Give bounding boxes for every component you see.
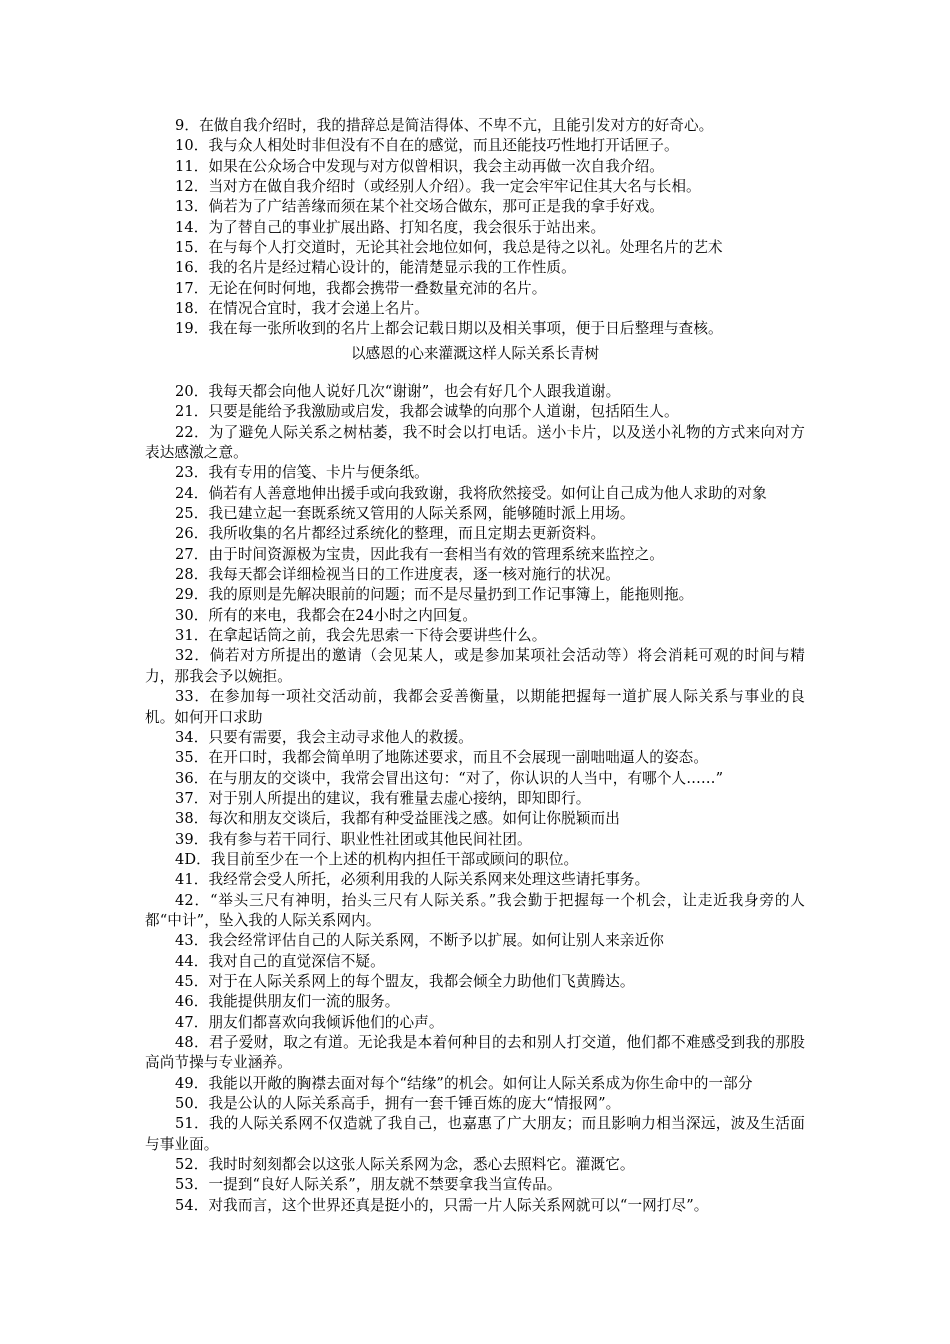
list-item: 44．我对自己的直觉深信不疑。 <box>175 952 385 970</box>
list-item: 21．只要是能给予我激励或启发，我都会诚挚的向那个人道谢，包括陌生人。 <box>175 403 679 421</box>
list-item: 17．无论在何时何地，我都会携带一叠数量充沛的名片。 <box>175 279 547 297</box>
list-item: 41．我经常会受人所托，必须利用我的人际关系网来处理这些请托事务。 <box>175 871 650 889</box>
section-heading: 以感恩的心来灌溉这样人际关系长青树 <box>350 345 600 362</box>
list-item: 52．我时时刻刻都会以这张人际关系网为念，悉心去照料它。灌溉它。 <box>175 1156 635 1174</box>
list-item: 45．对于在人际关系网上的每个盟友，我都会倾全力助他们飞黄腾达。 <box>175 972 635 990</box>
list-item: 18．在情况合宜时，我才会递上名片。 <box>175 300 429 318</box>
list-item: 49．我能以开敞的胸襟去面对每个“结缘”的机会。如何让人际关系成为你生命中的一部分 <box>175 1074 753 1092</box>
list-item: 31．在拿起话筒之前，我会先思索一下待会要讲些什么。 <box>175 627 547 645</box>
list-item: 19．我在每一张所收到的名片上都会记载日期以及相关事项，便于日后整理与查核。 <box>175 320 723 338</box>
list-item: 23．我有专用的信笺、卡片与便条纸。 <box>175 464 429 482</box>
questionnaire-section-2 <box>145 382 805 1216</box>
list-item: 4D．我目前至少在一个上述的机构内担任干部或顾问的职位。 <box>175 850 579 868</box>
list-item: 26．我所收集的名片都经过系统化的整理，而且定期去更新资料。 <box>175 525 606 543</box>
list-item: 10．我与众人相处时非但没有不自在的感觉，而且还能技巧性地打开话匣子。 <box>175 137 679 155</box>
questionnaire-section-1 <box>145 116 805 340</box>
list-item: 36．在与朋友的交谈中，我常会冒出这句：“对了，你认识的人当中，有哪个人……” <box>175 769 724 787</box>
list-item: 32．倘若对方所提出的邀请（会见某人，或是参加某项社会活动等）将会消耗可观的时间与精力，那我会予以婉拒。 <box>145 647 805 685</box>
list-item: 29．我的原则是先解决眼前的问题；而不是尽量扔到工作记事簿上，能拖则拖。 <box>175 586 694 604</box>
list-item: 9．在做自我介绍时，我的措辞总是简洁得体、不卑不亢，且能引发对方的好奇心。 <box>175 117 714 134</box>
list-item: 47．朋友们都喜欢向我倾诉他们的心声。 <box>175 1013 444 1031</box>
list-item: 35．在开口时，我都会简单明了地陈述要求，而且不会展现一副咄咄逼人的姿态。 <box>175 749 709 767</box>
list-item: 14．为了替自己的事业扩展出路、打知名度，我会很乐于站出来。 <box>175 218 606 236</box>
list-item: 33．在参加每一项社交活动前，我都会妥善衡量，以期能把握每一道扩展人际关系与事业的良机。如何开口求助 <box>145 688 805 726</box>
list-item: 16．我的名片是经过精心设计的，能清楚显示我的工作性质。 <box>175 259 576 277</box>
list-item: 54．对我而言，这个世界还真是挺小的，只需一片人际关系网就可以“一网打尽”。 <box>175 1196 709 1214</box>
list-item: 20．我每天都会向他人说好几次“谢谢”，也会有好几个人跟我道谢。 <box>175 383 621 400</box>
list-item: 30．所有的来电，我都会在24小时之内回复。 <box>175 606 478 624</box>
list-item: 13．倘若为了广结善缘而须在某个社交场合做东，那可正是我的拿手好戏。 <box>175 198 664 216</box>
list-item: 50．我是公认的人际关系高手，拥有一套千锤百炼的庞大“情报网”。 <box>175 1095 621 1113</box>
list-item: 53．一提到“良好人际关系”，朋友就不禁要拿我当宣传品。 <box>175 1176 562 1194</box>
list-item: 48．君子爱财，取之有道。无论我是本着何种目的去和别人打交道，他们都不难感受到我的那股高尚节操与专业涵养。 <box>145 1034 805 1072</box>
list-item: 28．我每天都会详细检视当日的工作进度表，逐一核对施行的状况。 <box>175 566 620 584</box>
list-item: 15．在与每个人打交道时，无论其社会地位如何，我总是待之以礼。处理名片的艺术 <box>175 239 723 257</box>
list-item: 27．由于时间资源极为宝贵，因此我有一套相当有效的管理系统来监控之。 <box>175 545 664 563</box>
list-item: 22．为了避免人际关系之树枯萎，我不时会以打电话。送小卡片，以及送小礼物的方式来向对方表达感激之意。 <box>145 423 805 462</box>
list-item: 51．我的人际关系网不仅造就了我自己，也嘉惠了广大朋友；而且影响力相当深远，波及生活面与事业面。 <box>145 1115 805 1153</box>
list-item: 37．对于别人所提出的建议，我有雅量去虚心接纳，即知即行。 <box>175 789 591 807</box>
list-item: 34．只要有需要，我会主动寻求他人的救援。 <box>175 728 473 746</box>
list-item: 24．倘若有人善意地伸出援手或向我致谢，我将欣然接受。如何让自己成为他人求助的对象 <box>175 484 767 502</box>
list-item: 11．如果在公众场合中发现与对方似曾相识，我会主动再做一次自我介绍。 <box>175 157 664 175</box>
list-item: 42．“举头三尺有神明，抬头三尺有人际关系。”我会勤于把握每一个机会，让走近我身旁的人都“中计”，坠入我的人际关系网内。 <box>145 891 805 929</box>
list-item: 43．我会经常评估自己的人际关系网，不断予以扩展。如何让别人来亲近你 <box>175 932 664 950</box>
list-item: 39．我有参与若干同行、职业性社团或其他民间社团。 <box>175 830 532 848</box>
list-item: 46．我能提供朋友们一流的服务。 <box>175 993 400 1011</box>
list-item: 12．当对方在做自我介绍时（或经别人介绍）。我一定会牢牢记住其大名与长相。 <box>175 178 701 196</box>
list-item: 25．我已建立起一套既系统又管用的人际关系网，能够随时派上用场。 <box>175 505 635 523</box>
list-item: 38．每次和朋友交谈后，我都有种受益匪浅之感。如何让你脱颖而出 <box>175 810 620 828</box>
